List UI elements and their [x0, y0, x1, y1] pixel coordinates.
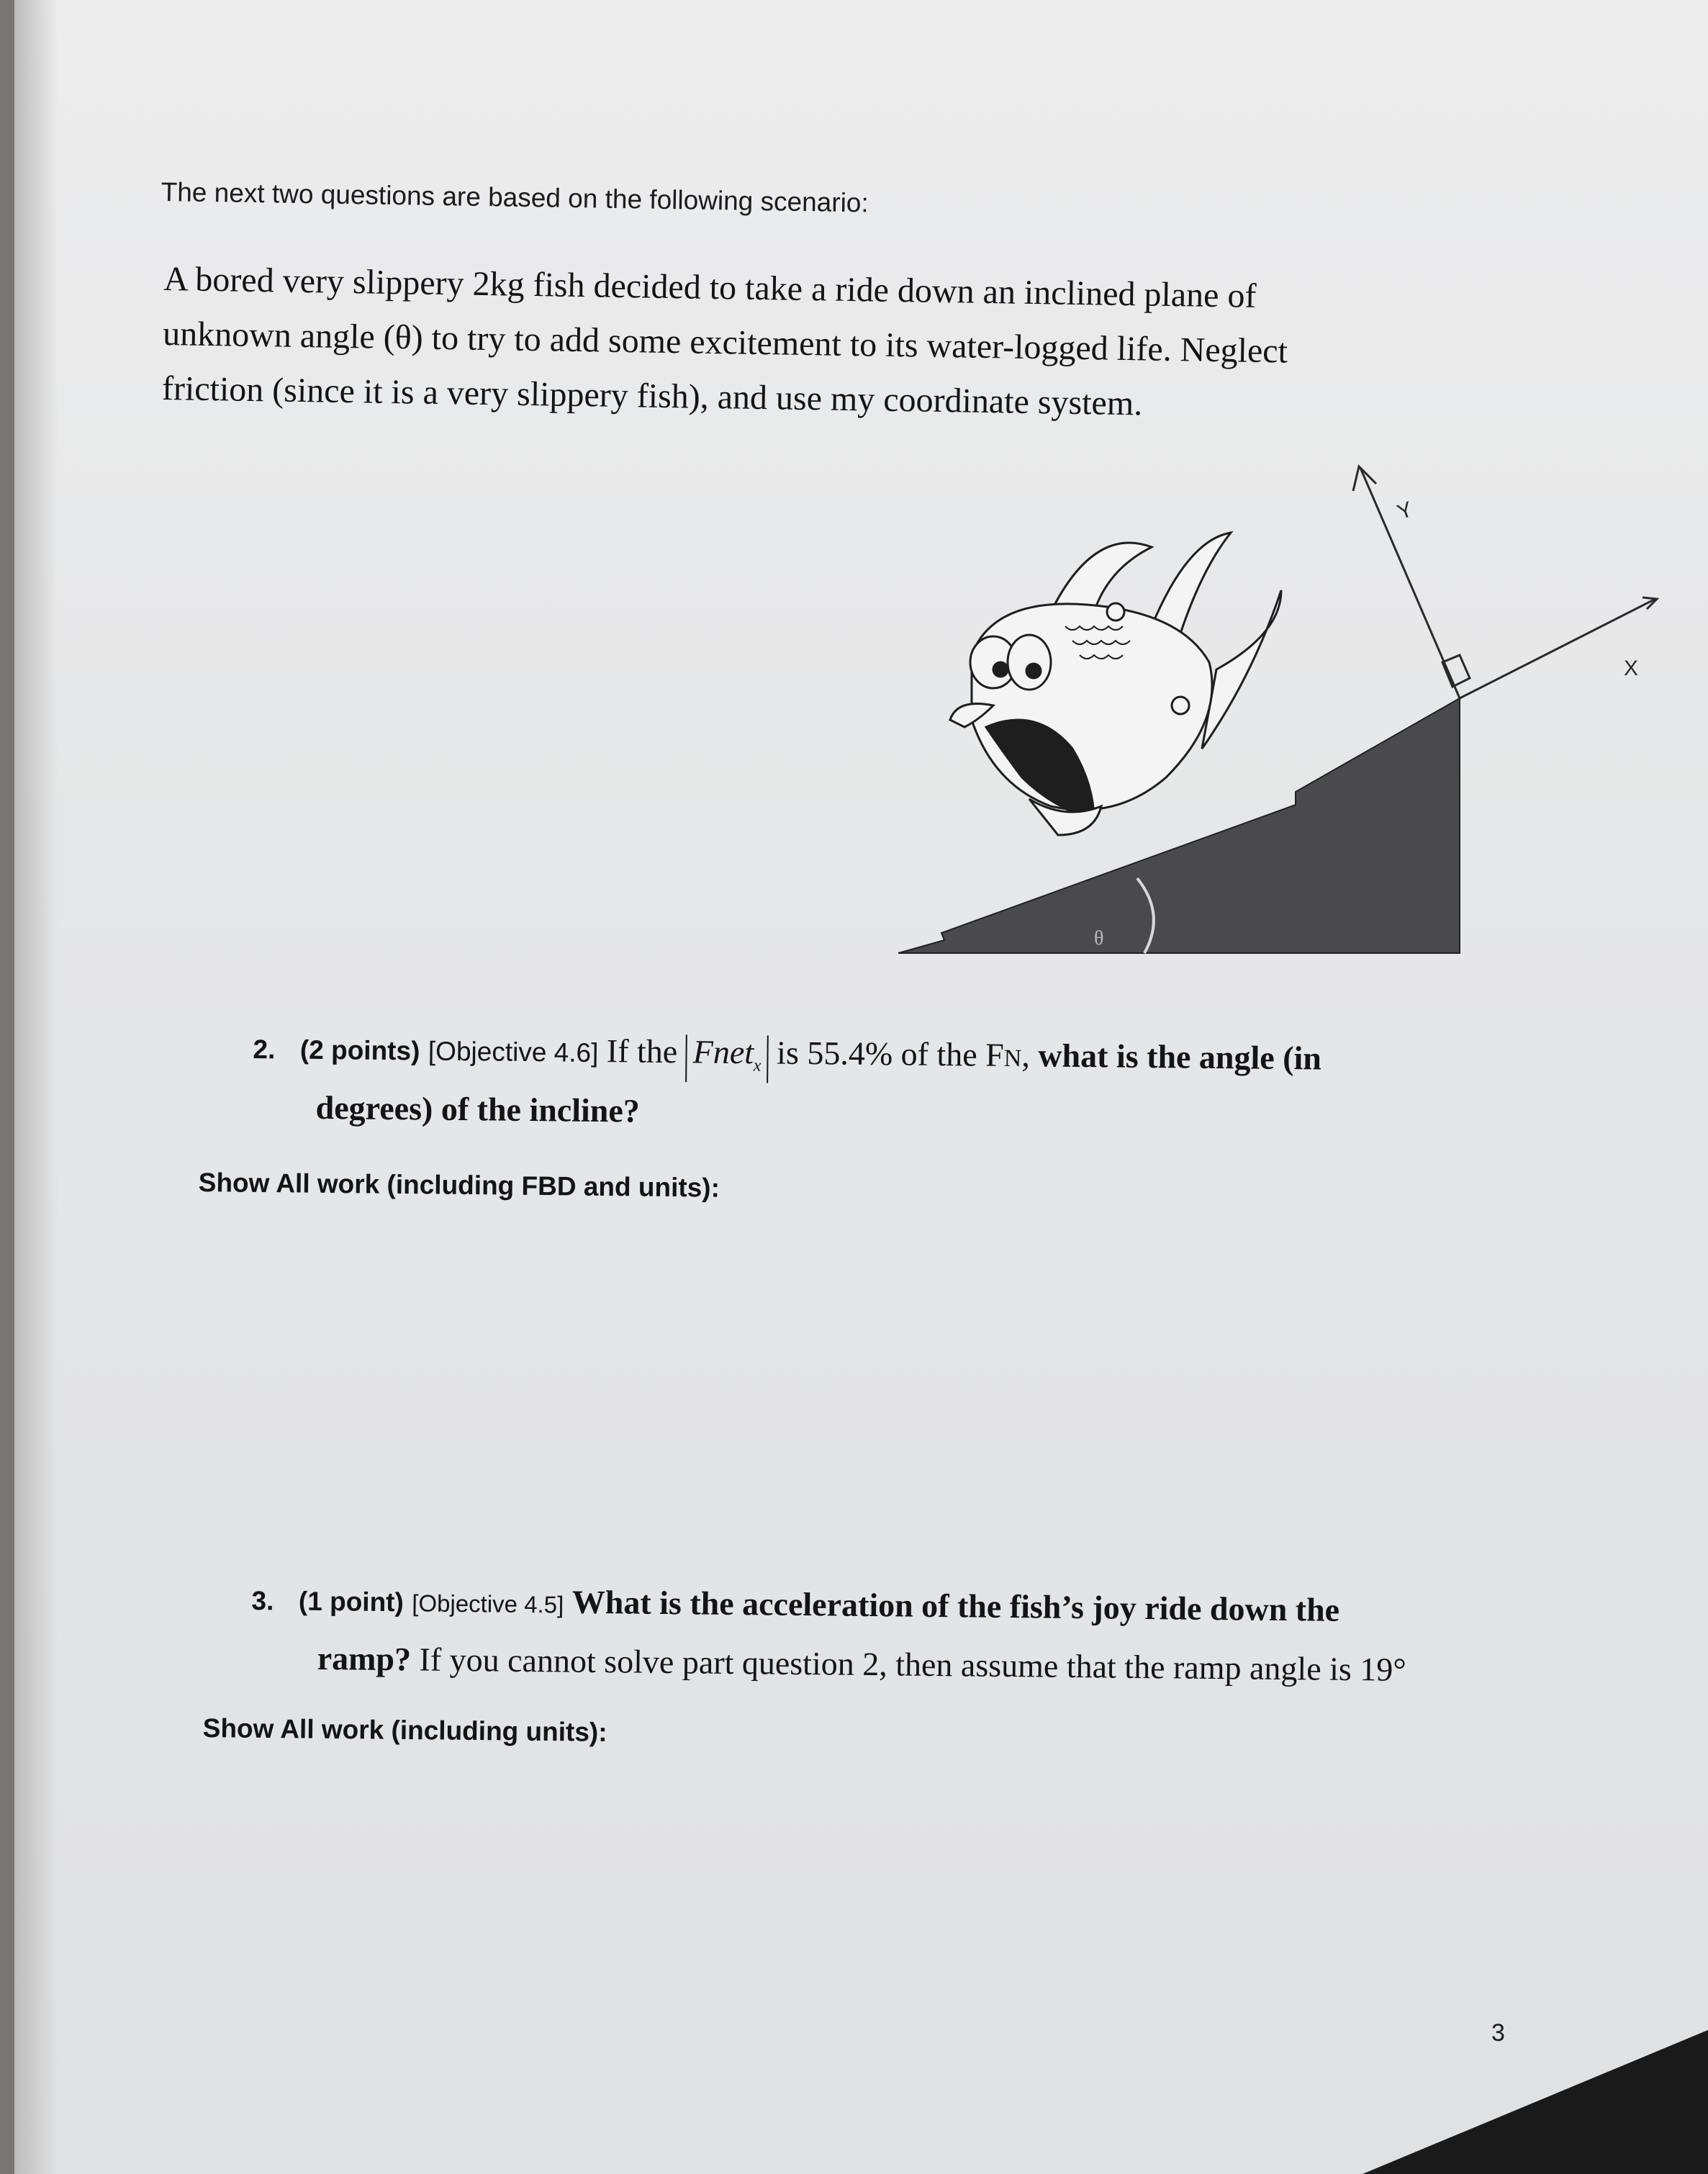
question-objective: [Objective 4.6]	[428, 1036, 599, 1068]
question-points: (2 points)	[299, 1034, 420, 1066]
fish-pupil-right	[1026, 664, 1041, 678]
question-points: (1 point)	[298, 1586, 405, 1618]
abs-variable: Fnet	[692, 1033, 754, 1071]
question-text-bold: ramp?	[317, 1639, 412, 1678]
question-text: If the	[606, 1032, 678, 1070]
question-3-line-2	[250, 1630, 1406, 1698]
fish-fin-top-2	[1152, 533, 1231, 633]
fish-eye-right	[1008, 635, 1051, 690]
page-number: 3	[1491, 2019, 1505, 2047]
question-text: ,	[1021, 1037, 1031, 1074]
worksheet-page	[14, 0, 1708, 2174]
question-3	[250, 1571, 1407, 1698]
fish-spot-2	[1172, 697, 1189, 714]
x-axis-line	[1460, 599, 1655, 698]
y-axis-label: Y	[1394, 497, 1416, 525]
question-number: 2.	[253, 1034, 276, 1065]
question-text: is 55.4% of the F	[776, 1034, 1005, 1073]
question-2	[252, 1019, 1321, 1147]
fn-subscript: N	[1003, 1045, 1022, 1073]
scenario-line: unknown angle (θ) to try to add some excitement to its water-logged life. Neglect	[162, 314, 1288, 371]
intro-text: The next two questions are based on the following scenario:	[161, 177, 869, 218]
corner-shadow	[1363, 2030, 1708, 2174]
fish-cartoon	[950, 533, 1281, 835]
fish-tail	[1202, 590, 1281, 749]
question-objective: [Objective 4.5]	[412, 1589, 564, 1618]
right-angle-marker	[1442, 655, 1470, 687]
fish-pupil-left	[993, 662, 1008, 677]
y-axis-line	[1360, 468, 1460, 698]
fish-fin-top	[1051, 543, 1152, 612]
theta-label: θ	[1094, 927, 1104, 950]
fish-spot	[1107, 603, 1124, 621]
question-text: If you cannot solve part question 2, then assume that the ramp angle is 19°	[419, 1641, 1406, 1688]
scenario-line: friction (since it is a very slippery fish), and use my coordinate system.	[161, 369, 1143, 423]
question-2-line-2: degrees) of the incline?	[315, 1088, 641, 1129]
question-text-bold: What is the acceleration of the fish’s joy ride down the	[571, 1583, 1340, 1628]
show-work-label: Show All work (including FBD and units):	[198, 1168, 720, 1203]
scenario-paragraph	[161, 252, 1430, 436]
show-work-label: Show All work (including units):	[202, 1713, 607, 1747]
scenario-line: A bored very slippery 2kg fish decided to take a ride down an inclined plane of	[163, 259, 1257, 315]
page-edge-shadow	[14, 0, 58, 2174]
abs-subscript: x	[753, 1056, 762, 1075]
question-number: 3.	[251, 1585, 274, 1616]
question-2-line-1	[253, 1019, 1321, 1091]
absolute-value-expression	[685, 1034, 769, 1083]
question-text-bold: what is the angle (in	[1038, 1037, 1322, 1077]
incline-figure	[878, 446, 1684, 979]
x-axis-label: X	[1624, 657, 1639, 680]
